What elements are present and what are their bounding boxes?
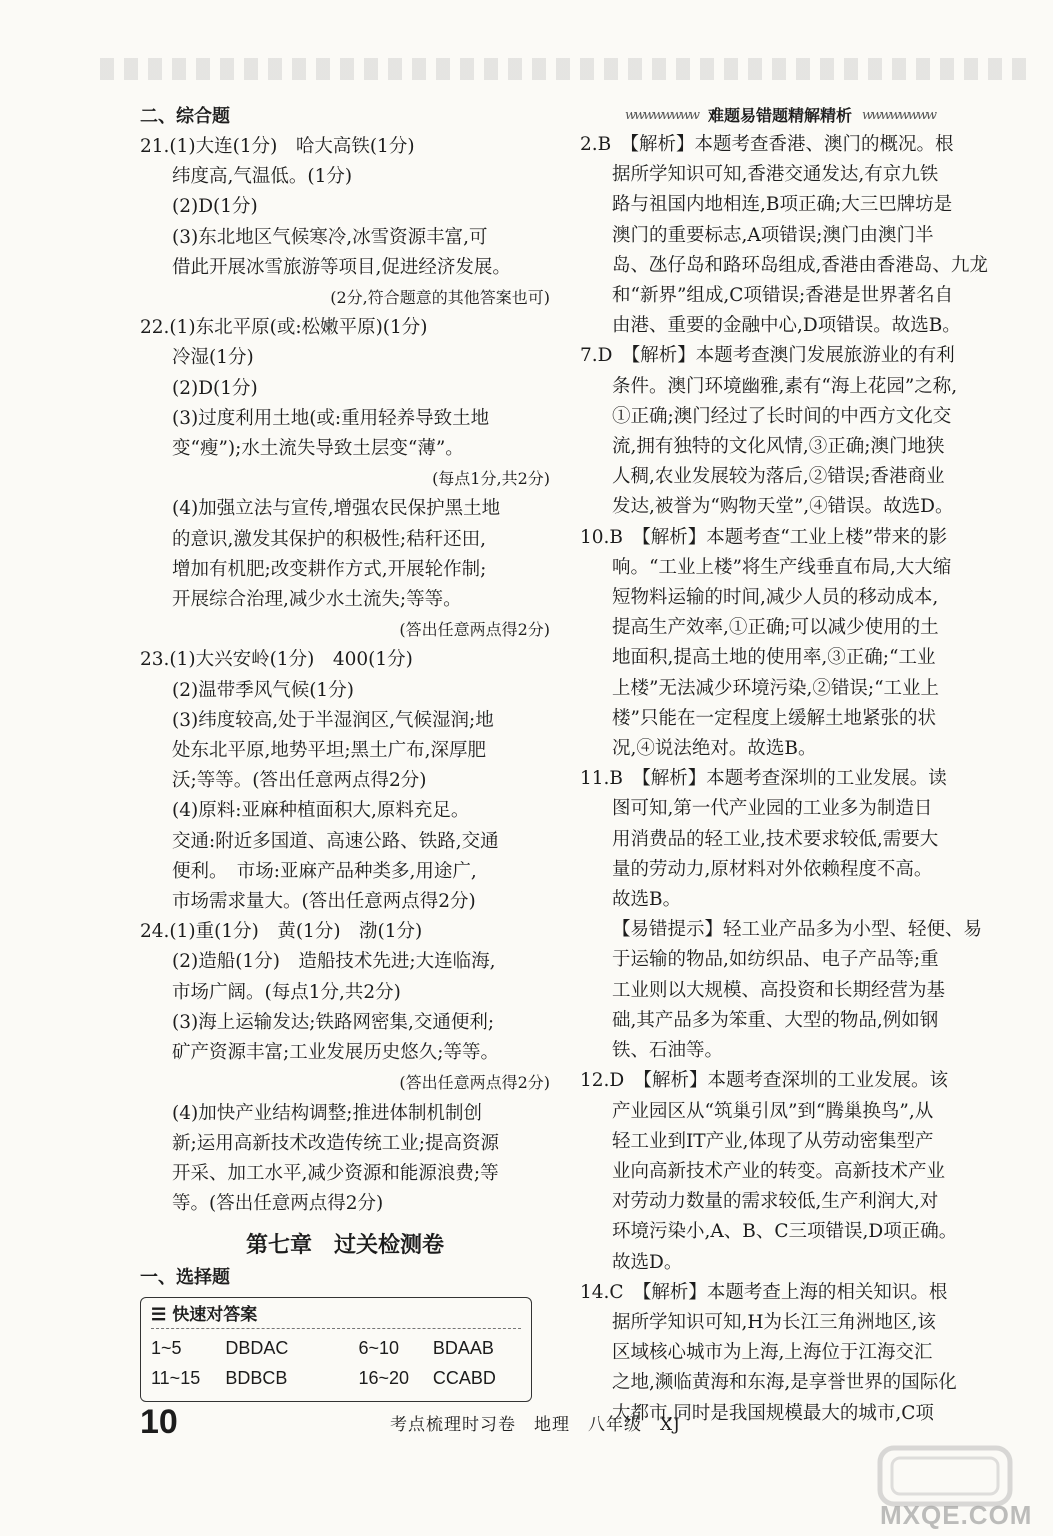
text-line: (3)海上运输发达;铁路网密集,交通便利;: [172, 1011, 495, 1033]
answer-letters: DBDAC: [225, 1338, 289, 1359]
text-line: 新;运用高新技术改造传统工业;提高资源: [172, 1132, 499, 1154]
text-line: 10.B 【解析】本题考查“工业上楼”带来的影: [580, 526, 948, 548]
text-line: 市场需求量大。(答出任意两点得2分): [172, 891, 476, 913]
text-line: (答出任意两点得2分): [399, 620, 550, 640]
text-line: 交通:附近多国道、高速公路、铁路,交通: [172, 830, 499, 852]
quick-answers-header: [151, 1302, 521, 1329]
right-column: [580, 102, 988, 1429]
text-line: 上楼”无法减少环境污染,②错误;“工业上: [612, 677, 940, 699]
text-line: 开采、加工水平,减少资源和能源浪费;等: [172, 1162, 499, 1184]
text-line: 便利。 市场:亚麻产品种类多,用途广,: [172, 860, 477, 882]
text-line: 环境污染小,A、B、C三项错误,D项正确。: [612, 1221, 958, 1243]
list-lines-icon: ☰: [151, 1305, 167, 1326]
text-line: 区域核心城市为上海,上海位于江海交汇: [612, 1342, 933, 1364]
text-line: 14.C 【解析】本题考查上海的相关知识。根: [580, 1281, 948, 1303]
text-line: 人稠,农业发展较为落后,②错误;香港商业: [612, 466, 945, 488]
text-line: 短物料运输的时间,减少人员的移动成本,: [612, 587, 939, 609]
text-line: 提高生产效率,①正确;可以减少使用的土: [612, 617, 939, 639]
text-line: 对劳动力数量的需求较低,生产利润大,对: [612, 1191, 939, 1213]
text-line: 21.(1)大连(1分) 哈大高铁(1分): [140, 136, 415, 157]
page-top-border: [100, 58, 1030, 80]
answer-row: [151, 1333, 521, 1363]
text-line: 于运输的物品,如纺织品、电子产品等;重: [612, 949, 939, 971]
text-line: 故选D。: [612, 1251, 683, 1273]
text-line: 变“瘦”);水土流失导致土层变“薄”。: [172, 438, 464, 460]
text-line: 借此开展冰雪旅游等项目,促进经济发展。: [172, 256, 511, 278]
text-line: 流,拥有独特的文化风情,③正确;澳门地狭: [612, 436, 945, 458]
text-line: 据所学知识可知,香港交通发达,有京九铁: [612, 164, 939, 186]
text-line: (4)原料:亚麻种植面积大,原料充足。: [172, 800, 470, 822]
text-line: (答出任意两点得2分): [399, 1073, 550, 1093]
text-line: (3)东北地区气候寒冷,冰雪资源丰富,可: [172, 226, 488, 248]
watermark-text: MXQE.COM: [880, 1500, 1033, 1530]
text-line: 础,其产品多为笨重、大型的物品,例如钢: [612, 1009, 939, 1031]
left-answer-lines: [140, 132, 550, 1219]
text-line: 业向高新技术产业的转变。高新技术产业: [612, 1160, 946, 1182]
text-line: 之地,濒临黄海和东海,是享誉世界的国际化: [612, 1372, 957, 1394]
band-decoration-right: wwwwwwww: [862, 108, 936, 123]
analysis-band-header: [580, 102, 980, 130]
answer-letters: BDAAB: [432, 1338, 494, 1359]
text-line: 发达,被誉为“购物天堂”,④错误。故选D。: [612, 496, 954, 518]
text-line: 楼”只能在一定程度上缓解土地紧张的状: [612, 707, 936, 729]
text-line: 和“新界”组成,C项错误;香港是世界著名自: [612, 285, 954, 307]
text-line: 2.B 【解析】本题考查香港、澳门的概况。根: [580, 134, 954, 155]
answer-range: 16~20: [358, 1368, 410, 1389]
text-line: 市场广阔。(每点1分,共2分): [172, 981, 401, 1003]
text-line: 24.(1)重(1分) 黄(1分) 渤(1分): [140, 921, 423, 943]
text-line: (每点1分,共2分): [432, 469, 550, 489]
text-line: 22.(1)东北平原(或:松嫩平原)(1分): [140, 317, 428, 339]
answer-range: 6~10: [358, 1338, 400, 1359]
text-line: 澳门的重要标志,A项错误;澳门由澳门半: [612, 224, 934, 246]
text-line: (2分,符合题意的其他答案也可): [330, 288, 550, 308]
section-heading-choice: 一、选择题: [140, 1267, 230, 1289]
text-line: (2)造船(1分) 造船技术先进;大连临海,: [172, 951, 496, 973]
right-analysis-lines: [580, 130, 988, 1429]
text-line: 量的劳动力,原材料对外依赖程度不高。: [612, 858, 933, 880]
page-number: 10: [140, 1403, 178, 1441]
page-footer: [140, 1402, 1020, 1442]
band-decoration-left: wwwwwwww: [624, 108, 698, 123]
text-line: 用消费品的轻工业,技术要求较低,需要大: [612, 828, 939, 850]
quick-answers-box: [140, 1297, 532, 1402]
text-line: 轻工业到IT产业,体现了从劳动密集型产: [612, 1130, 934, 1152]
text-line: 的意识,激发其保护的积极性;秸秆还田,: [172, 528, 486, 550]
answer-letters: CCABD: [432, 1368, 496, 1389]
footer-text: 考点梳理时习卷 地理 八年级 XJ: [390, 1415, 681, 1435]
text-line: 矿产资源丰富;工业发展历史悠久;等等。: [172, 1042, 499, 1064]
answer-range: 11~15: [151, 1368, 201, 1389]
text-line: 据所学知识可知,H为长江三角洲地区,该: [612, 1311, 936, 1333]
text-line: 产业园区从“筑巢引凤”到“腾巢换鸟”,从: [612, 1100, 934, 1122]
section-heading-comprehensive: 二、综合题: [140, 106, 230, 127]
text-line: (3)过度利用土地(或:重用轻养导致土地: [172, 407, 490, 429]
answer-range: 1~5: [151, 1338, 182, 1359]
text-line: 铁、石油等。: [612, 1040, 724, 1062]
text-line: 地面积,提高土地的使用率,③正确;“工业: [612, 647, 936, 669]
text-line: 故选B。: [612, 889, 682, 911]
left-column: [140, 102, 550, 1402]
text-line: 【易错提示】轻工业产品多为小型、轻便、易: [612, 919, 983, 941]
text-line: 23.(1)大兴安岭(1分) 400(1分): [140, 649, 413, 671]
text-line: 12.D 【解析】本题考查深圳的工业发展。该: [580, 1070, 949, 1092]
text-line: 工业则以大规模、高投资和长期经营为基: [612, 979, 946, 1001]
text-line: ①正确;澳门经过了长时间的中西方文化交: [612, 405, 952, 427]
text-line: 响。“工业上楼”将生产线垂直布局,大大缩: [612, 556, 952, 578]
text-line: 冷湿(1分): [172, 347, 254, 369]
text-line: (3)纬度较高,处于半湿润区,气候湿润;地: [172, 709, 494, 731]
text-line: 增加有机肥;改变耕作方式,开展轮作制;: [172, 558, 487, 580]
band-title: 难题易错题精解精析: [707, 106, 852, 125]
text-line: 11.B 【解析】本题考查深圳的工业发展。读: [580, 768, 947, 790]
text-line: (4)加强立法与宣传,增强农民保护黑土地: [172, 498, 501, 520]
text-line: 开展综合治理,减少水土流失;等等。: [172, 589, 462, 611]
text-line: 条件。澳门环境幽雅,素有“海上花园”之称,: [612, 375, 958, 397]
chapter-title: 第七章 过关检测卷: [245, 1232, 444, 1259]
text-line: (2)D(1分): [172, 377, 258, 399]
text-line: 路与祖国内地相连,B项正确;大三巴牌坊是: [612, 194, 953, 216]
text-line: 况,④说法绝对。故选B。: [612, 738, 817, 760]
text-line: (2)温带季风气候(1分): [172, 679, 354, 701]
text-line: 沃;等等。(答出任意两点得2分): [172, 770, 427, 792]
answer-letters: BDBCB: [225, 1368, 288, 1389]
text-line: 等。(答出任意两点得2分): [172, 1193, 384, 1215]
text-line: 岛、氹仔岛和路环岛组成,香港由香港岛、九龙: [612, 254, 988, 276]
text-line: 图可知,第一代产业园的工业多为制造日: [612, 798, 933, 820]
text-line: 由港、重要的金融中心,D项错误。故选B。: [612, 315, 961, 337]
text-line: 大都市,同时是我国规模最大的城市,C项: [612, 1402, 934, 1424]
text-line: (2)D(1分): [172, 196, 258, 218]
text-line: 处东北平原,地势平坦;黑土广布,深厚肥: [172, 740, 486, 762]
quick-answers-label: 快速对答案: [172, 1305, 258, 1326]
text-line: 纬度高,气温低。(1分): [172, 166, 353, 188]
text-line: (4)加快产业结构调整;推进体制机制创: [172, 1102, 482, 1124]
text-line: 7.D 【解析】本题考查澳门发展旅游业的有利: [580, 345, 955, 367]
answer-row: [151, 1363, 521, 1393]
